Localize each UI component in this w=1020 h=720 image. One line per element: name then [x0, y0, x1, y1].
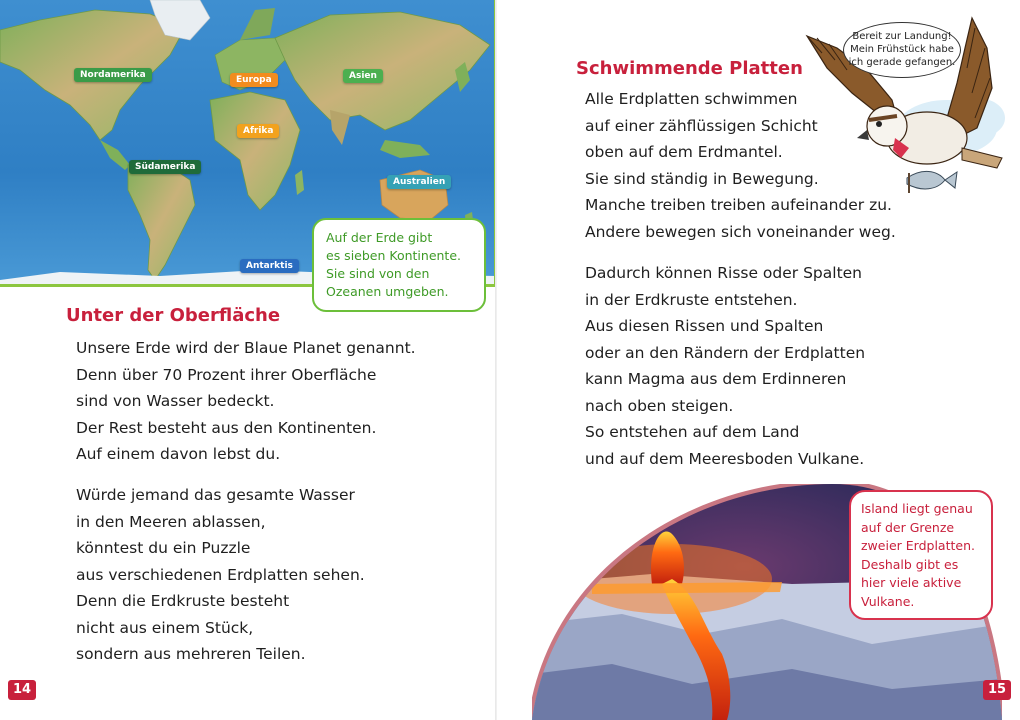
text-line: sondern aus mehreren Teilen.	[76, 645, 306, 663]
text-line: nicht aus einem Stück,	[76, 618, 254, 637]
label-suedamerika: Südamerika	[129, 160, 201, 174]
text-line: auf einer zähflüssigen Schicht	[585, 116, 818, 135]
text-line: Denn die Erdkruste besteht	[76, 592, 290, 610]
label-europa: Europa	[230, 73, 278, 87]
right-paragraph-1	[585, 86, 896, 245]
right-paragraph-2	[585, 260, 865, 472]
text-line: Sie sind ständig in Bewegung.	[585, 169, 819, 188]
text-line: könntest du ein Puzzle	[76, 539, 251, 557]
text-line: oben auf dem Erdmantel.	[585, 143, 783, 161]
text-line: Der Rest besteht aus den Kontinenten.	[76, 418, 377, 437]
volcano-callout-line: Island liegt genau	[861, 501, 973, 516]
text-line: Würde jemand das gesamte Wasser	[76, 486, 355, 504]
text-line: Manche treiben treiben aufeinander zu.	[585, 196, 892, 214]
bird-speech-bubble	[843, 22, 961, 78]
text-line: Andere bewegen sich voneinander weg.	[585, 222, 896, 241]
volcano-callout-line: auf der Grenze	[861, 519, 955, 535]
text-line: aus verschiedenen Erdplatten sehen.	[76, 565, 365, 584]
heading-schwimmende-platten: Schwimmende Platten	[576, 58, 803, 79]
volcano-callout-line: zweier Erdplatten.	[861, 538, 975, 553]
text-line: Unsere Erde wird der Blaue Planet genannt.	[76, 339, 416, 357]
speech-line: Mein Frühstück habe	[850, 44, 954, 55]
map-callout-line: Auf der Erde gibt	[326, 230, 433, 245]
volcano-callout-line: Deshalb gibt es	[861, 556, 959, 572]
speech-line: ich gerade gefangen.	[848, 57, 956, 68]
page-number-left: 14	[8, 680, 36, 700]
text-line: Aus diesen Rissen und Spalten	[585, 317, 824, 335]
label-afrika: Afrika	[237, 124, 279, 138]
text-line: kann Magma aus dem Erdinneren	[585, 370, 847, 388]
text-line: in der Erdkruste entstehen.	[585, 290, 798, 309]
volcano-callout-line: hier viele aktive	[861, 575, 962, 590]
volcano-callout	[849, 490, 993, 620]
label-nordamerika: Nordamerika	[74, 68, 152, 82]
left-paragraph-1	[76, 335, 416, 468]
map-callout-line: Ozeanen umgeben.	[326, 284, 449, 299]
text-line: Auf einem davon lebst du.	[76, 445, 281, 463]
map-callout-line: es sieben Kontinente.	[326, 248, 461, 263]
page-number-right: 15	[983, 680, 1011, 700]
text-line: Alle Erdplatten schwimmen	[585, 90, 798, 108]
speech-line: Bereit zur Landung!	[852, 31, 952, 42]
text-line: in den Meeren ablassen,	[76, 512, 266, 531]
label-australien: Australien	[387, 175, 451, 189]
text-line: nach oben steigen.	[585, 396, 734, 415]
heading-unter-der-oberflaeche: Unter der Oberfläche	[66, 305, 281, 326]
left-paragraph-2	[76, 482, 365, 668]
map-callout	[312, 218, 486, 312]
text-line: Denn über 70 Prozent ihrer Oberfläche	[76, 365, 377, 384]
volcano-callout-line: Vulkane.	[861, 593, 915, 609]
text-line: sind von Wasser bedeckt.	[76, 392, 275, 410]
text-line: Dadurch können Risse oder Spalten	[585, 264, 863, 282]
text-line: So entstehen auf dem Land	[585, 423, 800, 441]
left-page	[0, 0, 497, 720]
text-line: oder an den Rändern der Erdplatten	[585, 343, 866, 362]
label-antarktis: Antarktis	[240, 259, 299, 273]
right-page	[497, 0, 1020, 720]
map-callout-line: Sie sind von den	[326, 266, 430, 281]
text-line: und auf dem Meeresboden Vulkane.	[585, 449, 865, 468]
label-asien: Asien	[343, 69, 383, 83]
